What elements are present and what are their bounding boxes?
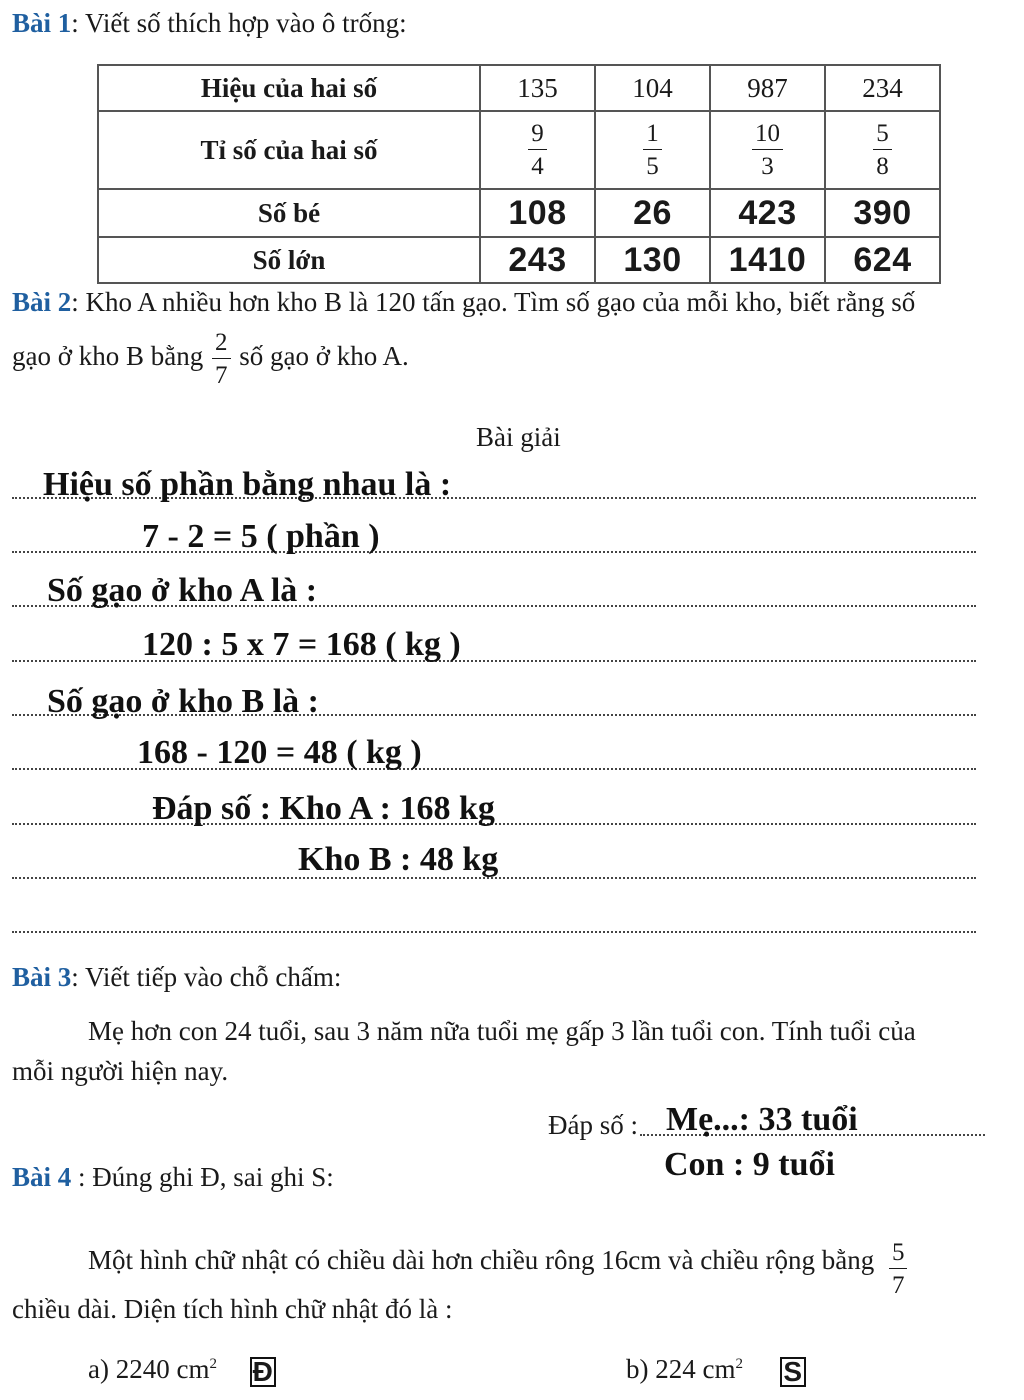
row-header: Số bé bbox=[98, 189, 480, 237]
numerator: 9 bbox=[528, 121, 547, 150]
bai2-text: : Kho A nhiều hơn kho B là 120 tấn gạo. Tìm số gạo của mỗi kho, biết rằng số bbox=[71, 287, 916, 317]
bai4-problem-line1 bbox=[88, 1234, 907, 1299]
bai4-prompt bbox=[12, 1162, 334, 1193]
answer-me: Mẹ...: 33 tuổi bbox=[666, 1101, 858, 1138]
solution-title: Bài giải bbox=[476, 422, 561, 452]
option-a-mark-box[interactable]: Đ bbox=[250, 1357, 276, 1387]
row-header: Tỉ số của hai số bbox=[98, 111, 480, 189]
bai2-prompt-line2 bbox=[12, 330, 409, 388]
bai1-text: : Viết số thích hợp vào ô trống: bbox=[71, 8, 407, 38]
bai4-problem-line2: chiều dài. Diện tích hình chữ nhật đó là : bbox=[12, 1294, 453, 1324]
answer-con: Con : 9 tuổi bbox=[664, 1146, 835, 1183]
dotted-line bbox=[12, 931, 976, 933]
bai4-text1: Một hình chữ nhật có chiều dài hơn chiều rông 16cm và chiều rộng bằng bbox=[88, 1245, 875, 1276]
bai3-text: : Viết tiếp vào chỗ chấm: bbox=[71, 962, 342, 992]
solution-line: Kho B : 48 kg bbox=[298, 841, 499, 878]
table-cell: 104 bbox=[595, 65, 710, 111]
answer-cell: 423 bbox=[710, 189, 825, 237]
bai2-text2b: số gạo ở kho A. bbox=[239, 341, 409, 372]
bai1-prompt bbox=[12, 8, 407, 39]
denominator: 7 bbox=[215, 362, 228, 389]
option-b-label: b) bbox=[626, 1354, 649, 1384]
fraction-cell bbox=[825, 111, 940, 189]
bai1-table bbox=[97, 64, 941, 284]
numerator: 10 bbox=[752, 121, 783, 150]
table-row-ti-so bbox=[98, 111, 940, 189]
answer-cell: 390 bbox=[825, 189, 940, 237]
bai1-label: Bài 1 bbox=[12, 8, 72, 38]
fraction bbox=[643, 121, 662, 179]
option-a-value: 2240 cm bbox=[115, 1354, 210, 1384]
table-cell: 987 bbox=[710, 65, 825, 111]
denominator: 4 bbox=[531, 153, 544, 180]
solution-line: 7 - 2 = 5 ( phần ) bbox=[142, 518, 380, 555]
row-header: Hiệu của hai số bbox=[98, 65, 480, 111]
option-a-label: a) bbox=[88, 1354, 109, 1384]
answer-cell: 1410 bbox=[710, 237, 825, 283]
fraction bbox=[873, 121, 892, 179]
bai3-prompt bbox=[12, 962, 341, 993]
numerator: 1 bbox=[643, 121, 662, 150]
fraction bbox=[752, 121, 783, 179]
table-row-so-be bbox=[98, 189, 940, 237]
option-a-sup: 2 bbox=[209, 1356, 217, 1372]
option-b-sup: 2 bbox=[735, 1356, 743, 1372]
solution-line: Số gạo ở kho B là : bbox=[47, 683, 319, 720]
bai4-text: : Đúng ghi Đ, sai ghi S: bbox=[71, 1162, 334, 1192]
answer-cell: 130 bbox=[595, 237, 710, 283]
option-b-value: 224 cm bbox=[655, 1354, 736, 1384]
option-a bbox=[88, 1354, 276, 1387]
numerator: 2 bbox=[212, 330, 231, 359]
solution-line: Đáp số : Kho A : 168 kg bbox=[152, 790, 495, 827]
table-row-so-lon bbox=[98, 237, 940, 283]
bai2-prompt bbox=[12, 287, 915, 318]
option-b-mark-box[interactable]: S bbox=[780, 1357, 806, 1387]
bai2-text2a: gạo ở kho B bằng bbox=[12, 341, 204, 372]
solution-line: 120 : 5 x 7 = 168 ( kg ) bbox=[142, 626, 461, 663]
fraction bbox=[528, 121, 547, 179]
option-b bbox=[626, 1354, 806, 1387]
bai3-answer-label: Đáp số : bbox=[548, 1110, 638, 1140]
row-header: Số lớn bbox=[98, 237, 480, 283]
fraction-cell bbox=[480, 111, 595, 189]
answer-cell: 243 bbox=[480, 237, 595, 283]
table-cell: 135 bbox=[480, 65, 595, 111]
bai3-label: Bài 3 bbox=[12, 962, 72, 992]
denominator: 7 bbox=[891, 1272, 905, 1299]
table-cell: 234 bbox=[825, 65, 940, 111]
answer-cell: 26 bbox=[595, 189, 710, 237]
bai2-label: Bài 2 bbox=[12, 287, 72, 317]
denominator: 3 bbox=[761, 153, 774, 180]
fraction bbox=[212, 330, 231, 388]
fraction-cell bbox=[595, 111, 710, 189]
numerator: 5 bbox=[873, 121, 892, 150]
solution-line: 168 - 120 = 48 ( kg ) bbox=[137, 734, 422, 771]
solution-line: Số gạo ở kho A là : bbox=[47, 572, 318, 609]
fraction-cell bbox=[710, 111, 825, 189]
denominator: 5 bbox=[646, 153, 659, 180]
solution-line: Hiệu số phần bằng nhau là : bbox=[43, 466, 452, 503]
answer-cell: 108 bbox=[480, 189, 595, 237]
bai4-label: Bài 4 bbox=[12, 1162, 72, 1192]
numerator: 5 bbox=[889, 1240, 908, 1269]
bai3-problem-line1: Mẹ hơn con 24 tuổi, sau 3 năm nữa tuổi mẹ gấp 3 lần tuổi con. Tính tuổi của bbox=[88, 1016, 916, 1046]
answer-cell: 624 bbox=[825, 237, 940, 283]
table-row-hieu bbox=[98, 65, 940, 111]
fraction bbox=[889, 1240, 908, 1298]
bai3-problem-line2: mỗi người hiện nay. bbox=[12, 1056, 229, 1086]
denominator: 8 bbox=[876, 153, 889, 180]
